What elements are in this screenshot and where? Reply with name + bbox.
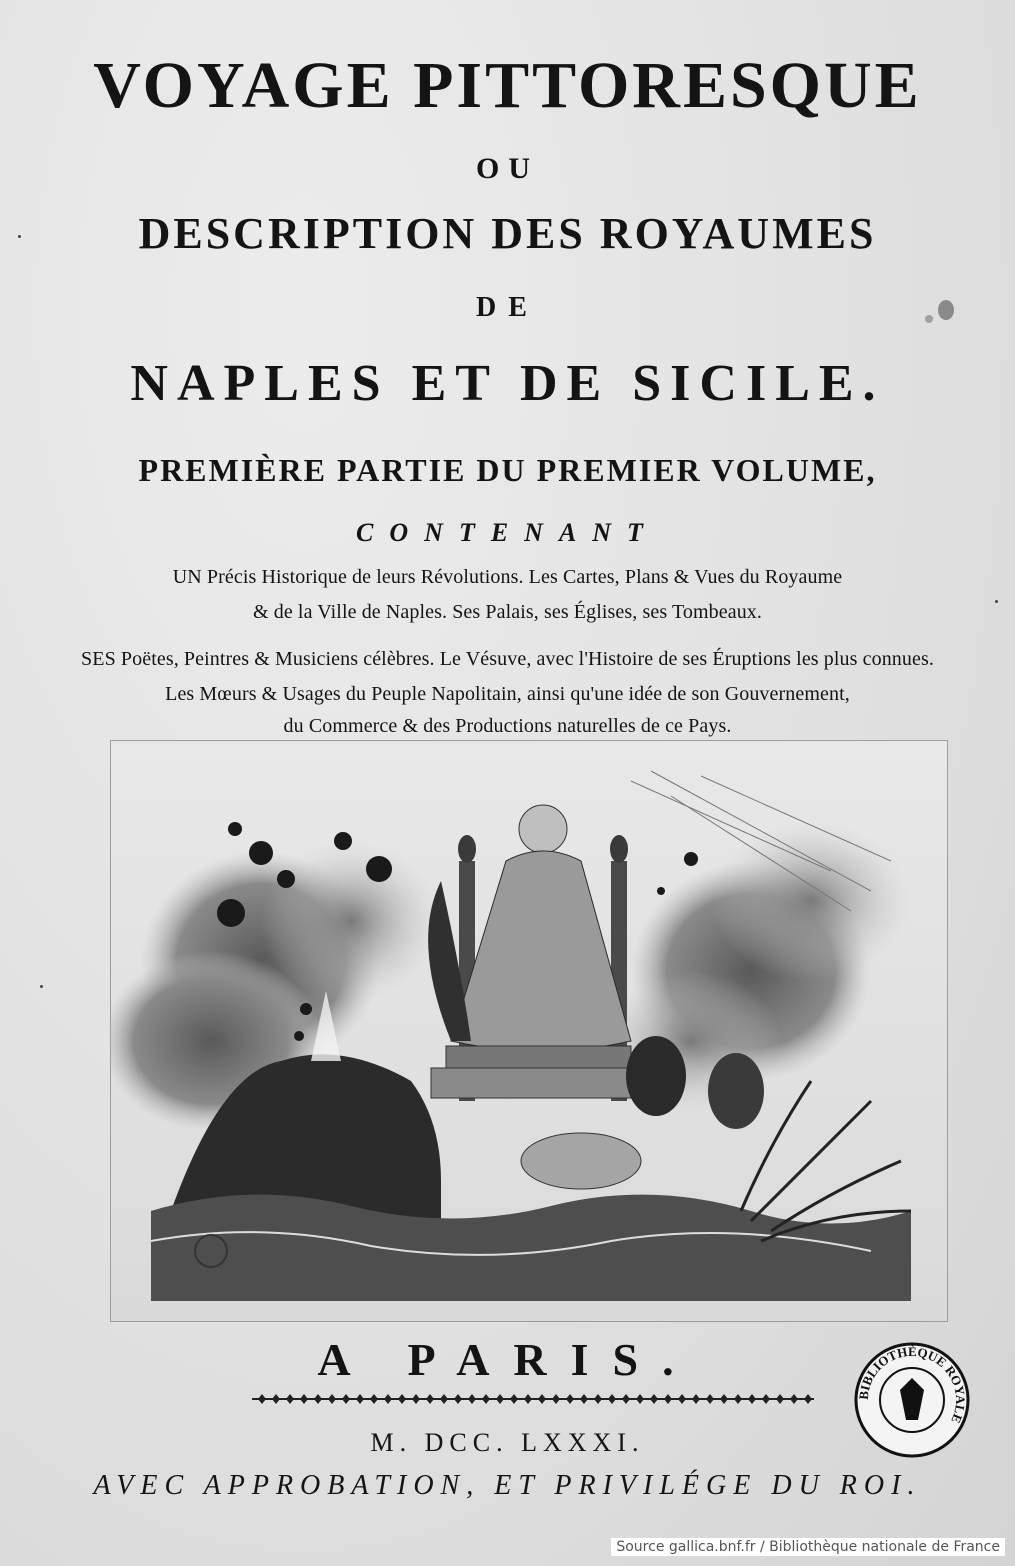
ornament-diamond	[356, 1394, 364, 1404]
ornament-diamond	[510, 1394, 518, 1404]
ornament-diamond	[398, 1394, 406, 1404]
ornament-diamond	[804, 1394, 812, 1404]
contenant-heading: CONTENANT	[356, 518, 659, 547]
ornament-rule	[248, 1388, 818, 1410]
ornament-diamond	[538, 1394, 546, 1404]
ornament-diamond	[678, 1394, 686, 1404]
engraving-illustration	[111, 741, 947, 1321]
subtitle: PREMIÈRE PARTIE DU PREMIER VOLUME,	[138, 452, 877, 488]
description-line-1: UN Précis Historique de leurs Révolutions. Les Cartes, Plans & Vues du Royaume	[172, 566, 843, 588]
ornament-diamond	[692, 1394, 700, 1404]
ornament-diamond	[468, 1394, 476, 1404]
ornament-diamond	[762, 1394, 770, 1404]
ornament-diamond	[286, 1394, 294, 1404]
ornament-diamond	[328, 1394, 336, 1404]
title-line-4: DE	[476, 292, 539, 323]
ornament-diamond	[454, 1394, 462, 1404]
ornament-diamond	[580, 1394, 588, 1404]
title-line-5: NAPLES ET DE SICILE.	[130, 355, 885, 412]
imprint-place: A PARIS.	[317, 1334, 698, 1385]
ornament-diamond	[622, 1394, 630, 1404]
ornament-diamond	[608, 1394, 616, 1404]
stamp-text: BIBLIOTHÈQUE ROYALE	[855, 1343, 969, 1426]
library-stamp	[852, 1340, 972, 1460]
description-line-5: du Commerce & des Productions naturelles de ce Pays.	[283, 715, 732, 737]
ornament-diamond	[412, 1394, 420, 1404]
imprint-year: M. DCC. LXXXI.	[370, 1428, 645, 1457]
ornament-diamond	[314, 1394, 322, 1404]
ornament-diamond	[720, 1394, 728, 1404]
ornament-diamond	[384, 1394, 392, 1404]
description-line-2: & de la Ville de Naples. Ses Palais, ses Églises, ses Tombeaux.	[253, 601, 762, 623]
ornament-diamond	[300, 1394, 308, 1404]
ornament-diamond	[776, 1394, 784, 1404]
ornament-diamond	[650, 1394, 658, 1404]
ornament-diamond	[524, 1394, 532, 1404]
ornament-diamond	[734, 1394, 742, 1404]
ornament-diamond	[496, 1394, 504, 1404]
description-line-3: SES Poëtes, Peintres & Musiciens célèbres. Le Vésuve, avec l'Histoire de ses Éruptions les plus connues.	[81, 648, 934, 670]
ornament-diamond	[370, 1394, 378, 1404]
ornament-diamond	[790, 1394, 798, 1404]
title-line-1: VOYAGE PITTORESQUE	[93, 49, 922, 122]
ornament-diamond	[272, 1394, 280, 1404]
ornament-diamond	[706, 1394, 714, 1404]
ornament-diamond	[482, 1394, 490, 1404]
engraving-plate	[110, 740, 948, 1322]
ornament-diamond	[342, 1394, 350, 1404]
source-footer: Source gallica.bnf.fr / Bibliothèque nationale de France	[611, 1538, 1005, 1556]
ornament-diamond	[552, 1394, 560, 1404]
title-line-3: DESCRIPTION DES ROYAUMES	[138, 209, 877, 258]
ornament-diamond	[594, 1394, 602, 1404]
imprint-privilege: AVEC APPROBATION, ET PRIVILÉGE DU ROI.	[93, 1470, 922, 1501]
title-line-2: OU	[476, 152, 539, 185]
ornament-diamond	[258, 1394, 266, 1404]
ornament-diamond	[748, 1394, 756, 1404]
ornament-diamond	[426, 1394, 434, 1404]
ornament-diamond	[566, 1394, 574, 1404]
ornament-diamond	[664, 1394, 672, 1404]
ornament-diamond	[636, 1394, 644, 1404]
ornament-diamond	[440, 1394, 448, 1404]
description-line-4: Les Mœurs & Usages du Peuple Napolitain, ainsi qu'une idée de son Gouvernement,	[165, 683, 850, 705]
